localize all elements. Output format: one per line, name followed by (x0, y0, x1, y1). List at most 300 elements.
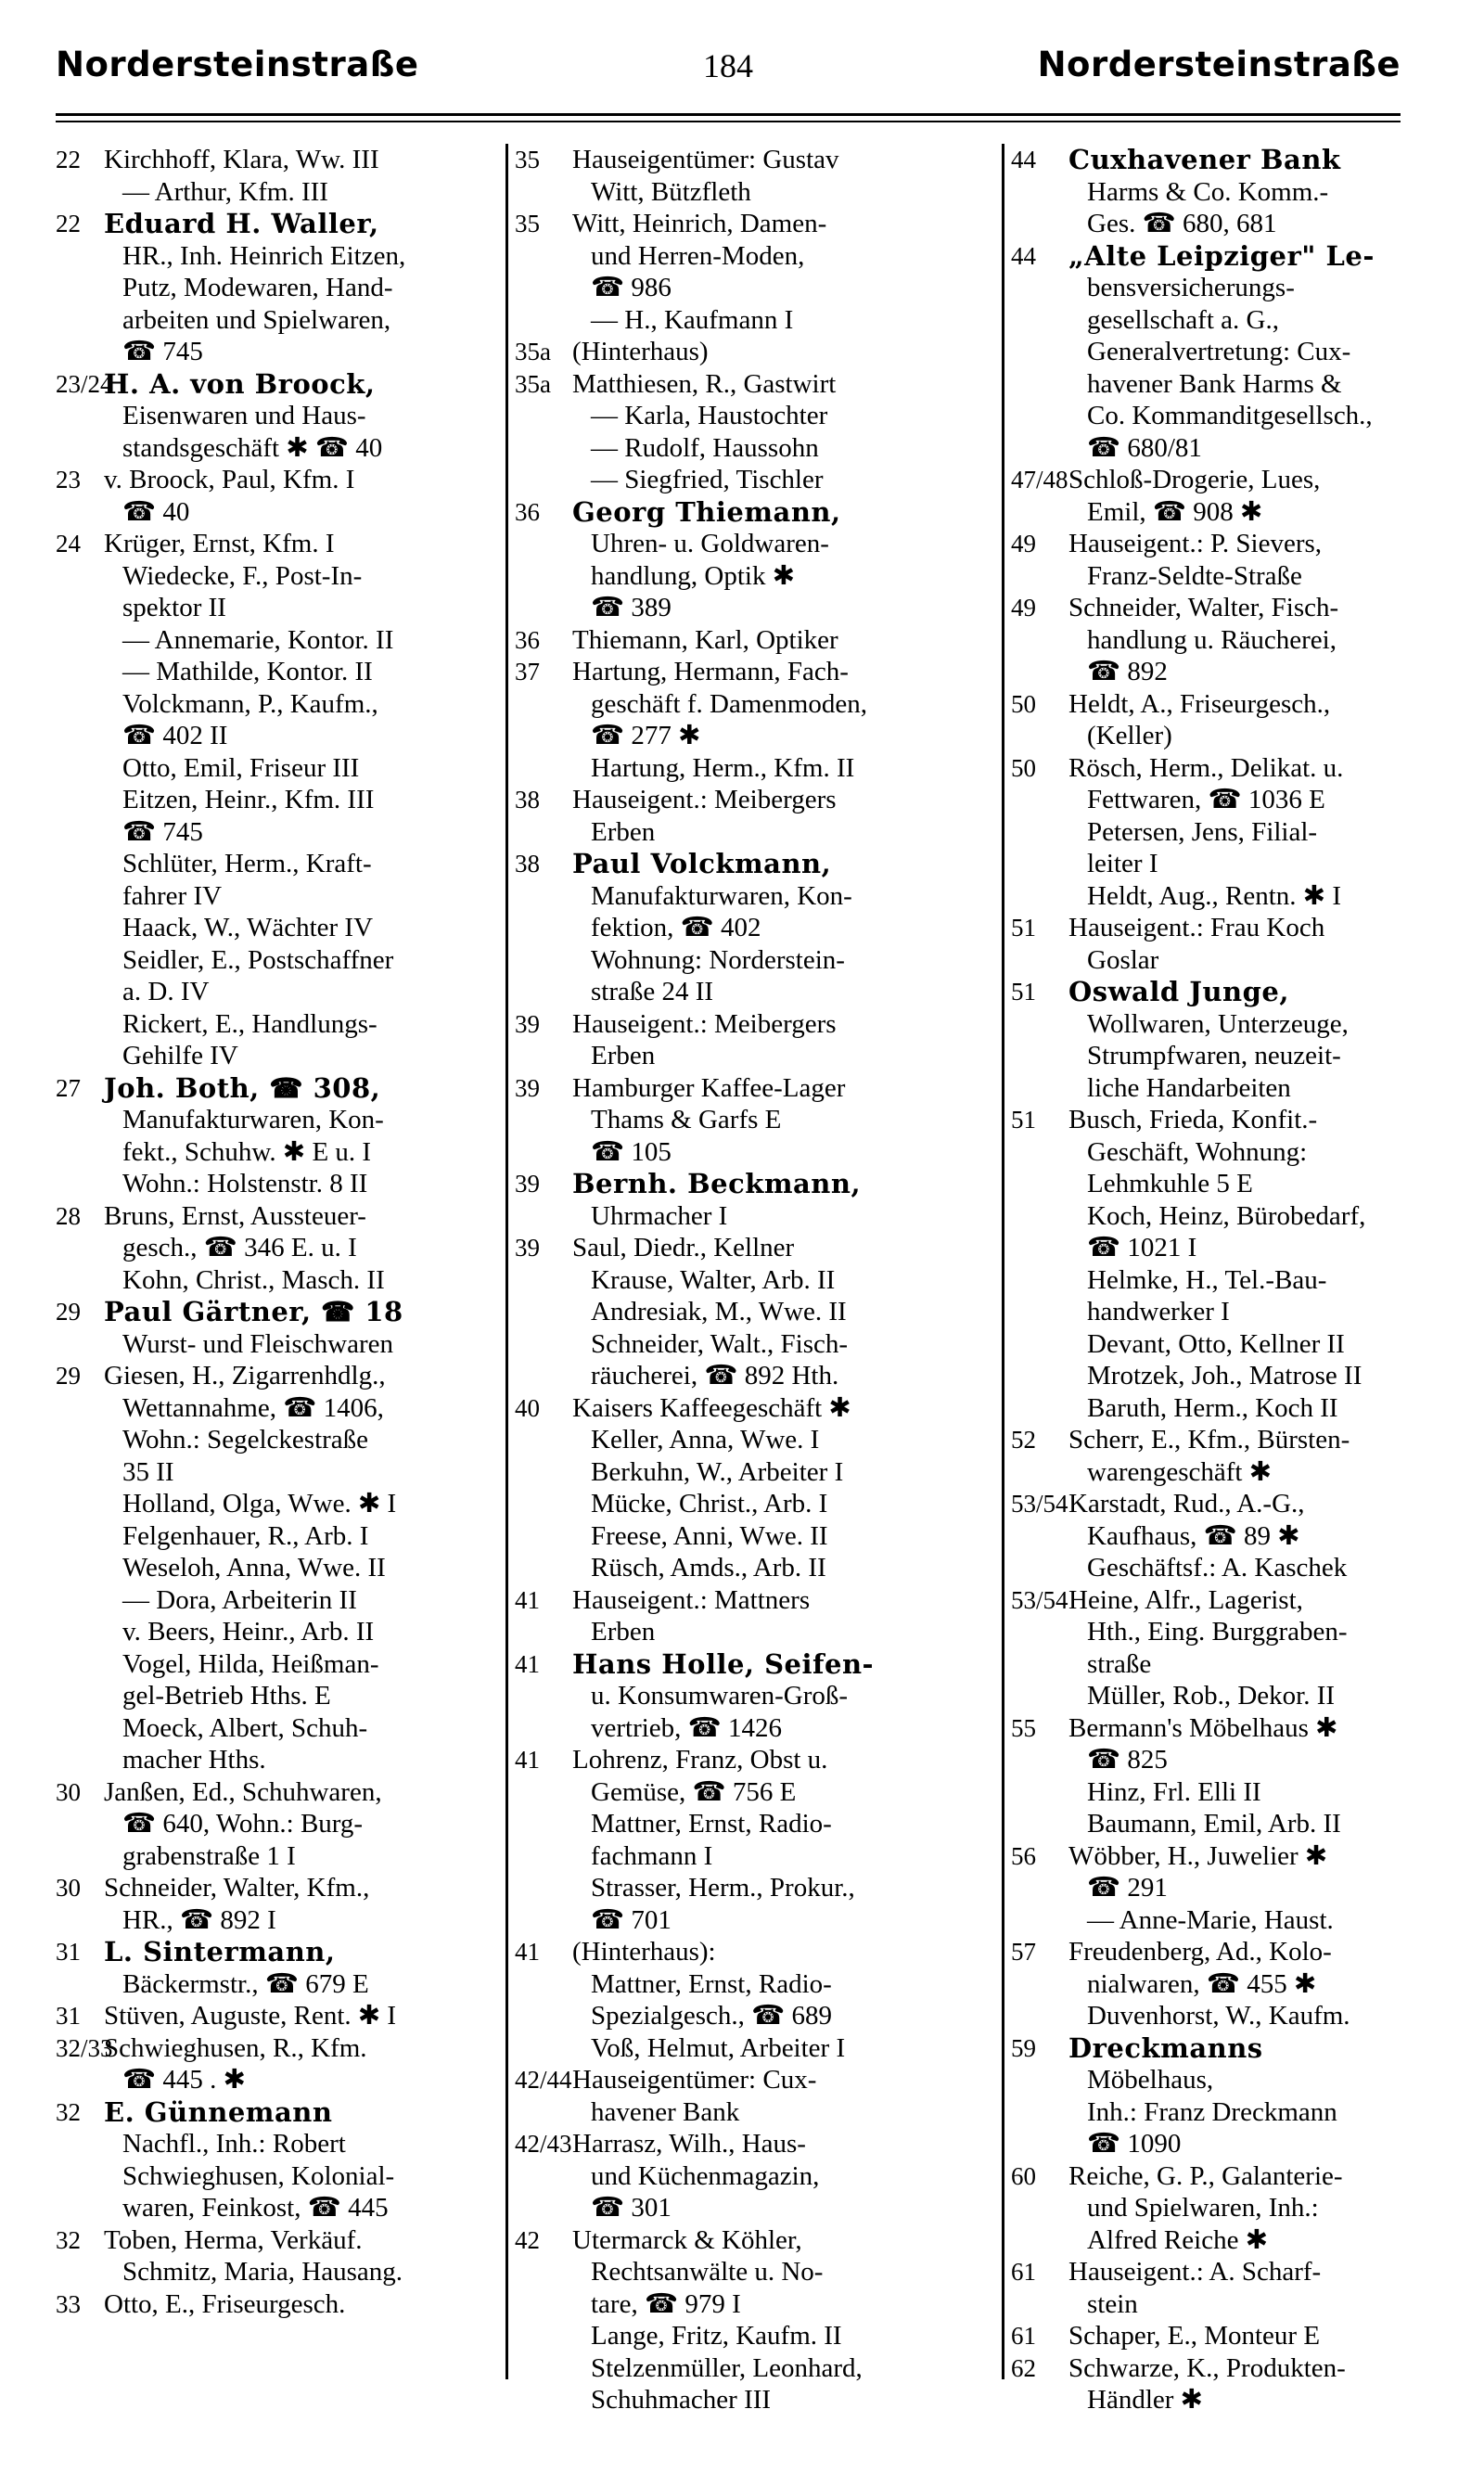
column-2 (515, 144, 992, 2415)
entry-line: warengeschäft ✱ (1087, 1456, 1273, 1487)
entry-line: Hauseigentümer: Cux- (572, 2065, 817, 2095)
directory-entry (56, 144, 496, 208)
directory-entry (1011, 1840, 1475, 1937)
entry-line: und Herren-Moden, (591, 240, 805, 271)
house-number: 31 (56, 2002, 81, 2030)
entry-line: fachmann I (591, 1840, 713, 1871)
entry-line: Hth., Eing. Burggraben- (1087, 1617, 1348, 1647)
entry-line: Rösch, Herm., Delikat. u. (1068, 752, 1344, 783)
entry-line: 35 II (122, 1456, 174, 1487)
entry-line: Keller, Anna, Wwe. I (591, 1425, 820, 1454)
entry-line: Thiemann, Karl, Optiker (572, 624, 838, 655)
house-number: 32 (56, 2097, 81, 2126)
directory-entry (1011, 2352, 1475, 2416)
directory-entry (56, 1200, 496, 1297)
business-name: Cuxhavener Bank (1068, 144, 1341, 175)
entry-line: Witt, Bützfleth (591, 176, 751, 207)
entry-line: — Mathilde, Kontor. II (122, 657, 373, 686)
entry-line: ☎ 1090 (1087, 2129, 1182, 2159)
house-number: 49 (1011, 594, 1036, 622)
house-number: 27 (56, 1073, 81, 1102)
directory-entry (56, 1360, 496, 1776)
house-number: 31 (56, 1938, 81, 1966)
house-number: 51 (1011, 978, 1036, 1006)
directory-entry (515, 1392, 992, 1584)
house-number: 35 (515, 146, 540, 173)
entry-line: Stüven, Auguste, Rent. ✱ I (104, 2001, 397, 2031)
house-number: 56 (1011, 1841, 1036, 1870)
house-number: 29 (56, 1362, 81, 1390)
entry-line: Strasser, Herm., Prokur., (591, 1873, 855, 1903)
directory-entry (1011, 1712, 1475, 1840)
business-name: Dreckmanns (1068, 2031, 1263, 2064)
house-number: 22 (56, 146, 81, 173)
house-number: 61 (1011, 2258, 1036, 2286)
entry-line: HR., ☎ 892 I (122, 1904, 276, 1935)
header-rule (56, 113, 1401, 116)
directory-entry (515, 2224, 992, 2416)
entry-line: Stelzenmüller, Leonhard, (591, 2352, 863, 2383)
house-number: 39 (515, 1234, 540, 1262)
entry-line: — H., Kaufmann I (591, 304, 794, 335)
column-3 (1011, 144, 1475, 2415)
house-number: 30 (56, 1874, 81, 1902)
entry-line: Karstadt, Rud., A.-G., (1068, 1489, 1305, 1519)
entry-line: (Keller) (1087, 721, 1172, 750)
entry-line: Lohrenz, Franz, Obst u. (572, 1745, 828, 1775)
entry-line: Händler ✱ (1087, 2385, 1203, 2415)
entry-line: liche Handarbeiten (1087, 1072, 1291, 1103)
house-number: 52 (1011, 1426, 1036, 1454)
entry-line: und Spielwaren, Inh.: (1087, 2193, 1319, 2223)
business-name: Hans Holle, Seifen- (572, 1647, 875, 1680)
house-number: 42/44 (515, 2066, 572, 2094)
business-name: Paul Volckmann, (572, 848, 832, 879)
entry-line: Holland, Olga, Wwe. ✱ I (122, 1489, 397, 1519)
entry-line: Heine, Alfr., Lagerist, (1068, 1584, 1303, 1615)
entry-line: Co. Kommanditgesellsch., (1087, 401, 1373, 430)
entry-line: Kaufhaus, ☎ 89 ✱ (1087, 1520, 1300, 1551)
directory-entry (515, 624, 992, 657)
entry-line: ☎ 745 (122, 816, 203, 847)
entry-line: Uhrmacher I (591, 1200, 728, 1231)
entry-line: fektion, ☎ 402 (591, 913, 761, 942)
entry-line: ☎ 640, Wohn.: Burg- (122, 1809, 364, 1839)
house-number: 36 (515, 625, 540, 654)
entry-line: a. D. IV (122, 977, 210, 1006)
directory-entry (515, 1648, 992, 1745)
directory-entry (1011, 2160, 1475, 2257)
entry-line: Gehilfe IV (122, 1041, 238, 1070)
entry-line: — Siegfried, Tischler (591, 465, 824, 494)
entry-line: Nachfl., Inh.: Robert (122, 2129, 346, 2159)
business-name: H. A. von Broock, (104, 367, 376, 400)
directory-entry (515, 1936, 992, 2064)
directory-entry (515, 496, 992, 624)
entry-line: Haack, W., Wächter IV (122, 913, 374, 942)
entry-line: räucherei, ☎ 892 Hth. (591, 1361, 839, 1390)
entry-line: Hartung, Hermann, Fach- (572, 657, 849, 686)
entry-line: Otto, Emil, Friseur III (122, 752, 360, 783)
entry-line: Harrasz, Wilh., Haus- (572, 2129, 806, 2159)
entry-line: Fettwaren, ☎ 1036 E (1087, 785, 1325, 814)
entry-line: Saul, Diedr., Kellner (572, 1233, 795, 1262)
business-name: „Alte Leipziger" Le- (1068, 239, 1375, 272)
entry-line: v. Broock, Paul, Kfm. I (104, 465, 355, 494)
house-number: 22 (56, 210, 81, 237)
entry-line: ☎ 825 (1087, 1745, 1168, 1775)
entry-line: Duvenhorst, W., Kaufm. (1087, 2001, 1350, 2031)
entry-line: waren, Feinkost, ☎ 445 (122, 2193, 389, 2223)
page-header (56, 45, 1401, 100)
house-number: 42/43 (515, 2130, 572, 2158)
entry-line: Rechtsanwälte u. No- (591, 2257, 824, 2287)
entry-line: ☎ 40 (122, 496, 190, 527)
entry-line: ☎ 745 (122, 337, 203, 366)
business-name: L. Sintermann, (104, 1936, 336, 1967)
house-number: 39 (515, 1009, 540, 1038)
business-name: Bernh. Beckmann, (572, 1168, 862, 1199)
entry-line: Kohn, Christ., Masch. II (122, 1264, 385, 1295)
entry-line: (Hinterhaus): (572, 1937, 716, 1967)
entry-line: Mücke, Christ., Arb. I (591, 1489, 828, 1519)
directory-entry (515, 656, 992, 784)
entry-line: Mattner, Ernst, Radio- (591, 1809, 832, 1839)
entry-line: Spezialgesch., ☎ 689 (591, 2001, 833, 2031)
entry-line: grabenstraße 1 I (122, 1840, 296, 1871)
house-number: 44 (1011, 146, 1036, 173)
entry-line: ☎ 445 . ✱ (122, 2065, 246, 2095)
directory-entry (1011, 2032, 1475, 2160)
entry-line: Möbelhaus, (1087, 2065, 1214, 2095)
entry-line: Manufakturwaren, Kon- (591, 880, 852, 911)
entry-line: Eitzen, Heinr., Kfm. III (122, 785, 375, 814)
directory-entry (515, 2128, 992, 2224)
entry-line: Witt, Heinrich, Damen- (572, 209, 827, 238)
entry-line: Schuhmacher III (591, 2385, 772, 2415)
entry-line: Wurst- und Fleischwaren (122, 1328, 393, 1359)
entry-line: Geschäft, Wohnung: (1087, 1136, 1308, 1167)
entry-line: Utermarck & Köhler, (572, 2224, 802, 2255)
house-number: 41 (515, 1649, 540, 1678)
entry-line: tare, ☎ 979 I (591, 2288, 741, 2319)
entry-line: Bermann's Möbelhaus ✱ (1068, 1712, 1338, 1743)
entry-line: (Hinterhaus) (572, 337, 709, 366)
entry-line: Wohnung: Norderstein- (591, 944, 845, 975)
directory-entry (1011, 2320, 1475, 2352)
house-number: 23 (56, 466, 81, 493)
entry-line: straße 24 II (591, 977, 714, 1006)
entry-line: Hauseigent.: Meibergers (572, 1008, 837, 1039)
entry-line: Wettannahme, ☎ 1406, (122, 1392, 384, 1423)
entry-line: Moeck, Albert, Schuh- (122, 1712, 368, 1743)
entry-line: Schwieghusen, Kolonial- (122, 2160, 395, 2191)
entry-line: Lange, Fritz, Kaufm. II (591, 2321, 842, 2351)
street-title-right: Nordersteinstraße (1037, 45, 1401, 84)
entry-line: stein (1087, 2288, 1138, 2319)
entry-line: Hauseigent.: A. Scharf- (1068, 2257, 1322, 2287)
entry-line: fahrer IV (122, 880, 223, 911)
entry-line: Erben (591, 1617, 656, 1647)
entry-line: Strumpfwaren, neuzeit- (1087, 1041, 1341, 1070)
entry-line: ☎ 389 (591, 593, 672, 622)
house-number: 30 (56, 1777, 81, 1806)
entry-line: Schloß-Drogerie, Lues, (1068, 465, 1321, 494)
entry-line: u. Konsumwaren-Groß- (591, 1681, 849, 1711)
entry-line: ☎ 301 (591, 2193, 672, 2223)
entry-line: Kaisers Kaffeegeschäft ✱ (572, 1392, 851, 1423)
entry-line: Baruth, Herm., Koch II (1087, 1392, 1338, 1423)
entry-line: Kirchhoff, Klara, Ww. III (104, 145, 379, 174)
entry-line: und Küchenmagazin, (591, 2160, 820, 2191)
directory-entry (56, 208, 496, 368)
directory-entry (515, 1744, 992, 1936)
house-number: 50 (1011, 689, 1036, 718)
entry-line: Felgenhauer, R., Arb. I (122, 1520, 369, 1551)
directory-entry (515, 2064, 992, 2128)
entry-line: Toben, Herma, Verkäuf. (104, 2224, 363, 2255)
entry-line: Emil, ☎ 908 ✱ (1087, 496, 1263, 527)
entry-line: Lehmkuhle 5 E (1087, 1169, 1253, 1198)
directory-entry (56, 528, 496, 1072)
directory-entry (515, 144, 992, 208)
column-divider (1002, 144, 1004, 2379)
entry-line: Harms & Co. Komm.- (1087, 176, 1329, 207)
house-number: 29 (56, 1298, 81, 1326)
entry-line: gel-Betrieb Hths. E (122, 1681, 331, 1711)
directory-entry (1011, 1584, 1475, 1712)
entry-line: Hauseigentümer: Gustav (572, 145, 839, 174)
entry-line: — Annemarie, Kontor. II (122, 624, 394, 655)
entry-line: Wohn.: Segelckestraße (122, 1425, 369, 1454)
entry-line: Freudenberg, Ad., Kolo- (1068, 1937, 1332, 1967)
entry-line: v. Beers, Heinr., Arb. II (122, 1617, 375, 1647)
entry-line: HR., Inh. Heinrich Eitzen, (122, 240, 406, 271)
entry-line: gesch., ☎ 346 E. u. I (122, 1233, 357, 1262)
entry-line: Giesen, H., Zigarrenhdlg., (104, 1361, 386, 1390)
entry-line: Hauseigent.: Meibergers (572, 785, 837, 814)
entry-line: Goslar (1087, 944, 1159, 975)
entry-line: Hauseigent.: Mattners (572, 1584, 811, 1615)
directory-entry (56, 1776, 496, 1873)
house-number: 51 (1011, 914, 1036, 942)
house-number: 60 (1011, 2161, 1036, 2190)
house-number: 23/24 (56, 369, 113, 398)
house-number: 49 (1011, 530, 1036, 557)
entry-line: Thams & Garfs E (591, 1105, 782, 1134)
entry-line: Seidler, E., Postschaffner (122, 944, 394, 975)
entry-line: Schwarze, K., Produkten- (1068, 2352, 1346, 2383)
directory-entry (1011, 1424, 1475, 1488)
directory-entry (1011, 976, 1475, 1104)
directory-entry (56, 1072, 496, 1200)
entry-line: Geschäftsf.: A. Kaschek (1087, 1553, 1348, 1583)
directory-entry (56, 2288, 496, 2321)
entry-line: Franz-Seldte-Straße (1087, 560, 1302, 591)
house-number: 28 (56, 1201, 81, 1230)
entry-line: nialwaren, ☎ 455 ✱ (1087, 1968, 1317, 1999)
column-1 (56, 144, 496, 2389)
house-number: 53/54 (1011, 1585, 1068, 1614)
house-number: 38 (515, 786, 540, 814)
entry-line: Hauseigent.: P. Sievers, (1068, 529, 1323, 558)
entry-line: fekt., Schuhw. ✱ E u. I (122, 1136, 372, 1167)
entry-line: Koch, Heinz, Bürobedarf, (1087, 1200, 1366, 1231)
directory-entry (515, 336, 992, 368)
entry-line: handlung, Optik ✱ (591, 560, 796, 591)
entry-line: Wohn.: Holstenstr. 8 II (122, 1169, 368, 1198)
entry-line: Voß, Helmut, Arbeiter I (591, 2032, 846, 2063)
business-name: Joh. Both, ☎ 308, (104, 1071, 381, 1104)
entry-line: Krause, Walter, Arb. II (591, 1264, 836, 1295)
entry-line: Schmitz, Maria, Hausang. (122, 2257, 403, 2287)
entry-line: Schwieghusen, R., Kfm. (104, 2032, 367, 2063)
house-number: 57 (1011, 1938, 1036, 1966)
column-divider (505, 144, 508, 2379)
house-number: 41 (515, 1746, 540, 1774)
directory-entry (1011, 912, 1475, 976)
directory-entry (1011, 2256, 1475, 2320)
entry-line: Hamburger Kaffee-Lager (572, 1072, 846, 1103)
entry-line: ☎ 1021 I (1087, 1233, 1197, 1262)
entry-line: handwerker I (1087, 1297, 1230, 1326)
entry-line: standsgeschäft ✱ ☎ 40 (122, 432, 383, 463)
entry-line: Helmke, H., Tel.-Bau- (1087, 1264, 1327, 1295)
entry-line: vertrieb, ☎ 1426 (591, 1712, 783, 1743)
directory-entry (515, 848, 992, 1008)
entry-line: Reiche, G. P., Galanterie- (1068, 2160, 1343, 2191)
entry-line: Busch, Frieda, Konfit.- (1068, 1105, 1318, 1134)
entry-line: Baumann, Emil, Arb. II (1087, 1809, 1341, 1839)
house-number: 41 (515, 1585, 540, 1614)
entry-line: Rüsch, Amds., Arb. II (591, 1553, 826, 1583)
house-number: 41 (515, 1938, 540, 1966)
entry-line: Ges. ☎ 680, 681 (1087, 209, 1277, 238)
directory-entry (1011, 144, 1475, 240)
entry-line: havener Bank (591, 2096, 740, 2127)
entry-line: gesellschaft a. G., (1087, 304, 1279, 335)
house-number: 62 (1011, 2353, 1036, 2382)
entry-line: Schaper, E., Monteur E (1068, 2321, 1321, 2351)
directory-entry (515, 208, 992, 336)
entry-line: — Dora, Arbeiterin II (122, 1584, 357, 1615)
entry-line: Berkuhn, W., Arbeiter I (591, 1456, 844, 1487)
entry-line: Putz, Modewaren, Hand- (122, 273, 393, 302)
house-number: 61 (1011, 2322, 1036, 2350)
entry-line: straße (1087, 1648, 1152, 1679)
directory-entry (56, 1872, 496, 1936)
house-number: 39 (515, 1170, 540, 1198)
directory-entry (515, 1584, 992, 1648)
entry-line: Hartung, Herm., Kfm. II (591, 752, 855, 783)
entry-line: Erben (591, 816, 656, 847)
business-name: Georg Thiemann, (572, 495, 841, 528)
entry-line: — Karla, Haustochter (591, 401, 828, 430)
entry-line: Uhren- u. Goldwaren- (591, 529, 829, 558)
entry-line: Eisenwaren und Haus- (122, 401, 366, 430)
entry-line: arbeiten und Spielwaren, (122, 304, 391, 335)
house-number: 32 (56, 2225, 81, 2254)
entry-line: Weseloh, Anna, Wwe. II (122, 1553, 386, 1583)
directory-entry (1011, 528, 1475, 592)
directory-entry (1011, 1936, 1475, 2032)
business-name: Eduard H. Waller, (104, 208, 379, 239)
street-title-left: Nordersteinstraße (56, 45, 419, 84)
entry-line: Gemüse, ☎ 756 E (591, 1776, 797, 1807)
house-number: 24 (56, 530, 81, 557)
entry-line: geschäft f. Damenmoden, (591, 688, 867, 719)
directory-entry (1011, 1488, 1475, 1584)
directory-entry (56, 1936, 496, 2000)
entry-line: Schneider, Walter, Fisch- (1068, 593, 1339, 622)
house-number: 44 (1011, 241, 1036, 270)
entry-line: — Anne-Marie, Haust. (1087, 1904, 1334, 1935)
house-number: 50 (1011, 753, 1036, 782)
entry-line: handlung u. Räucherei, (1087, 624, 1337, 655)
entry-line: havener Bank Harms & (1087, 368, 1342, 399)
entry-line: Andresiak, M., Wwe. II (591, 1297, 847, 1326)
entry-line: Mattner, Ernst, Radio- (591, 1968, 832, 1999)
entry-line: Otto, E., Friseurgesch. (104, 2288, 346, 2319)
entry-line: bensversicherungs- (1087, 273, 1295, 302)
house-number: 42 (515, 2225, 540, 2254)
business-name: E. Günnemann (104, 2095, 333, 2128)
entry-line: Erben (591, 1041, 656, 1070)
directory-entry (1011, 464, 1475, 528)
entry-line: Janßen, Ed., Schuhwaren, (104, 1776, 382, 1807)
entry-line: Müller, Rob., Dekor. II (1087, 1681, 1336, 1711)
house-number: 40 (515, 1393, 540, 1422)
house-number: 33 (56, 2289, 81, 2318)
entry-line: Hinz, Frl. Elli II (1087, 1776, 1261, 1807)
entry-line: Wiedecke, F., Post-In- (122, 560, 363, 591)
header-rule-double (56, 121, 1401, 122)
entry-line: Rickert, E., Handlungs- (122, 1008, 377, 1039)
entry-line: Wollwaren, Unterzeuge, (1087, 1008, 1349, 1039)
entry-line: Vogel, Hilda, Heißman- (122, 1648, 379, 1679)
entry-line: Petersen, Jens, Filial- (1087, 816, 1318, 847)
entry-line: Bäckermstr., ☎ 679 E (122, 1968, 369, 1999)
directory-entry (515, 368, 992, 496)
directory-entry (56, 2224, 496, 2288)
entry-line: leiter I (1087, 849, 1158, 878)
entry-line: macher Hths. (122, 1745, 266, 1775)
house-number: 47/48 (1011, 466, 1068, 493)
directory-entry (1011, 240, 1475, 465)
directory-entry (56, 2032, 496, 2096)
directory-entry (515, 1232, 992, 1392)
entry-line: ☎ 402 II (122, 721, 228, 750)
entry-line: Matthiesen, R., Gastwirt (572, 368, 837, 399)
directory-entry (515, 784, 992, 848)
entry-line: Freese, Anni, Wwe. II (591, 1520, 828, 1551)
entry-line: Schlüter, Herm., Kraft- (122, 849, 372, 878)
entry-line: Bruns, Ernst, Aussteuer- (104, 1200, 366, 1231)
house-number: 38 (515, 850, 540, 878)
directory-entry (515, 1072, 992, 1169)
house-number: 39 (515, 1073, 540, 1102)
entry-line: ☎ 277 ✱ (591, 721, 701, 750)
entry-line: Alfred Reiche ✱ (1087, 2224, 1268, 2255)
entry-line: Heldt, Aug., Rentn. ✱ I (1087, 880, 1341, 911)
directory-entry (515, 1008, 992, 1072)
entry-line: Wöbber, H., Juwelier ✱ (1068, 1840, 1328, 1871)
entry-line: ☎ 291 (1087, 1873, 1168, 1903)
entry-line: Scherr, E., Kfm., Bürsten- (1068, 1425, 1350, 1454)
entry-line: Schneider, Walter, Kfm., (104, 1873, 370, 1903)
entry-line: ☎ 892 (1087, 657, 1168, 686)
entry-line: ☎ 986 (591, 273, 672, 302)
